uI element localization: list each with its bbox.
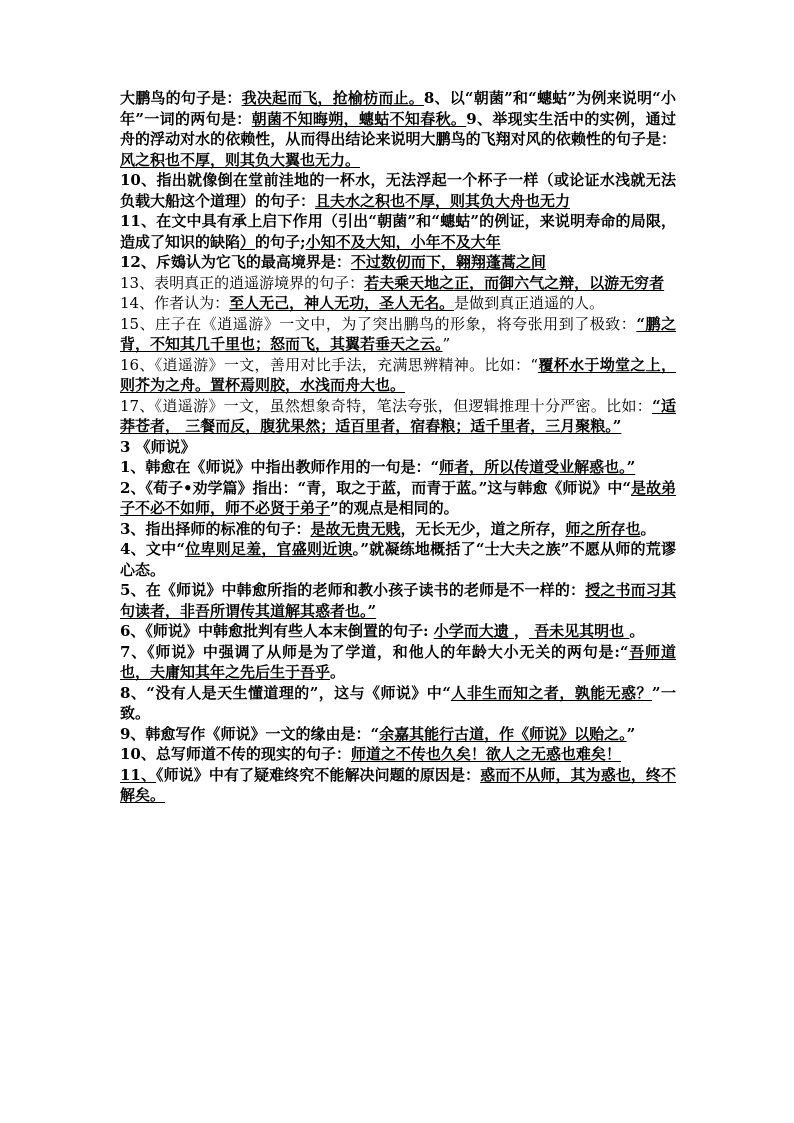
text-segment: 6、《师说》中韩愈批判有些人本末倒置的句子: (120, 622, 434, 640)
text-segment: 9、韩愈写作《师说》一文的缘由是：“ (120, 724, 380, 743)
underlined-answer: 若夫乘天地之正，而御六气之辩，以游无穷者 (364, 273, 665, 292)
paragraph (120, 744, 676, 765)
text-segment: 15、庄子在《逍遥游》一文中，为了突出鹏鸟的形象，将夸张用到了极致： (120, 314, 637, 333)
underlined-answer: ） (240, 232, 256, 251)
text-segment: 的句子; (255, 232, 306, 251)
text-segment: 11、在文中具有承上启下作用（引出“朝菌”和“蟪蛄”的例证，来说明寿命的局限，造成了知识的缺陷 (120, 212, 676, 251)
underlined-answer: 授之书而习其句读者，非吾所谓传其道解其惑者也。” (120, 581, 676, 620)
paragraph (120, 88, 676, 170)
paragraph (120, 519, 676, 540)
paragraph (120, 170, 676, 211)
text-segment: ”一致。 (120, 683, 676, 722)
paragraph (120, 457, 676, 478)
paragraph (120, 580, 676, 621)
underlined-answer: 我决起而飞，抢榆枋而止。 (241, 89, 424, 107)
underlined-answer: 至人无己，神人无功，圣人无名。 (229, 294, 455, 312)
paragraph (120, 724, 676, 745)
text-segment: 3、指出择师的标准的句子： (120, 519, 311, 538)
text-segment: 2、《荀子•劝学篇》指出：“青，取之于蓝，而青于蓝。”这与韩愈《师说》中“ (120, 478, 631, 497)
text-segment: 10、总写师道不传的现实的句子： (120, 745, 351, 763)
underlined-answer: 是故无贵无贱 (310, 519, 401, 538)
text-segment: 1、韩愈在《师说》中指出教师作用的一句是：“ (120, 458, 440, 476)
text-segment: 7、《师说》中强调了从师是为了学道，和他人的年龄大小无关的两句是:“ (120, 642, 629, 661)
paragraph (120, 478, 676, 519)
text-segment: ” (442, 335, 451, 353)
underlined-answer: “鹏之背，不知其几千里也；怒而飞，其翼若垂天之云。 (120, 314, 676, 353)
text-segment: 4、文中“ (120, 540, 185, 558)
text-segment: 13、表明真正的逍遥游境界的句子： (120, 273, 365, 292)
underlined-answer: 小学而大遗 (433, 622, 514, 640)
text-segment: 17、《逍遥游》一文，虽然想象奇特，笔法夸张，但逻辑推理十分严密。比如： (120, 396, 653, 415)
text-segment: 5、在《师说》中韩愈所指的老师和教小孩子读书的老师是不一样的： (120, 581, 586, 599)
underlined-answer: 人非生而知之者，孰能无惑？ (450, 683, 652, 702)
text-segment: 8、“没有人是天生懂道理的”，这与《师说》中“ (120, 683, 451, 702)
paragraph (120, 396, 676, 437)
underlined-answer: 惑而不从师，其为惑也，终不解矣。 (120, 765, 676, 804)
text-segment: ， (513, 622, 529, 640)
paragraph (120, 355, 676, 396)
text-segment: 。”就凝练地概括了“士大夫之族”不愿从师的荒谬心态。 (120, 540, 676, 579)
underlined-answer: 吾未见其明也 (528, 622, 630, 640)
text-segment: 。 (330, 663, 346, 681)
text-segment: 16、《逍遥游》一文，善用对比手法，充满思辨精神。比如：“ (120, 355, 539, 374)
text-segment: ，无长无少，道之所存， (400, 519, 566, 538)
text-segment: 是做到真正逍遥的人。 (454, 294, 605, 312)
paragraph (120, 252, 676, 273)
document-page (120, 88, 676, 806)
underlined-answer: 风之积也不厚，则其负大翼也无力。 (120, 150, 361, 169)
paragraph (120, 765, 676, 806)
underlined-answer: 位卑则足羞，官盛则近谀 (184, 540, 353, 558)
underlined-answer: 朝菌不知晦朔，蟪蛄不知春秋。 (251, 109, 467, 128)
text-segment: 12、斥鴳认为它飞的最高境界是： (120, 253, 351, 271)
paragraph (120, 621, 676, 642)
paragraph (120, 273, 676, 294)
underlined-answer: 余嘉其能行古道，作《师说》以贻之。 (379, 724, 627, 743)
text-segment: 3 《师说》 (120, 437, 196, 456)
text-segment: ”的观点是相同的。 (330, 499, 459, 517)
underlined-answer: 11、 (120, 765, 157, 784)
text-segment: 《师说》中有了疑难终究不能解决问题的原因是： (156, 765, 481, 784)
underlined-answer: 且夫水之积也不厚，则其负大舟也无力 (315, 191, 571, 210)
text-segment: 。 (629, 622, 645, 640)
paragraph (120, 293, 676, 314)
underlined-answer: 师者，所以传道受业解惑也。” (439, 458, 636, 476)
text-segment: 9、举现实生活中的实例，通过舟的浮动对水的依赖性，从而得出结论来说明大鹏鸟的飞翔对风的依赖性的句子是： (120, 109, 676, 148)
paragraph (120, 683, 676, 724)
underlined-answer: 是故弟子不必不如师，师不必贤于弟子 (120, 478, 676, 517)
underlined-answer: 师道之不传也久矣！欲人之无惑也难矣！ (350, 745, 621, 763)
underlined-answer: 覆杯水于坳堂之上，则芥为之舟。置杯焉则胶，水浅而舟大也。 (120, 355, 676, 394)
text-segment: 大鹏鸟的句子是： (120, 89, 242, 107)
paragraph (120, 211, 676, 252)
paragraph (120, 314, 676, 355)
section-heading (120, 437, 676, 458)
underlined-answer: 吾师道也，夫庸知其年之先后生于吾乎 (120, 642, 676, 681)
text-segment: 10、指出就像倒在堂前洼地的一杯水，无法浮起一个杯子一样（或论证水浅就无法负载大船这个道理）的句子： (120, 171, 676, 210)
underlined-answer: 师之所存也 (565, 519, 641, 538)
paragraph (120, 539, 676, 580)
underlined-answer: “适莽苍者， 三餐而反，腹犹果然；适百里者，宿舂粮；适千里者，三月聚粮。” (120, 396, 676, 435)
underlined-answer: 小知不及大知，小年不及大年 (305, 232, 501, 251)
paragraph (120, 642, 676, 683)
text-segment: 8、以“朝菌”和“蟪蛄”为例来说明“小年”一词的两句是： (120, 89, 676, 128)
text-segment: 14、作者认为： (120, 294, 230, 312)
text-segment: 。 (640, 519, 656, 538)
text-segment: ” (626, 724, 636, 743)
underlined-answer: 不过数仞而下，翱翔蓬蒿之间 (350, 253, 546, 271)
